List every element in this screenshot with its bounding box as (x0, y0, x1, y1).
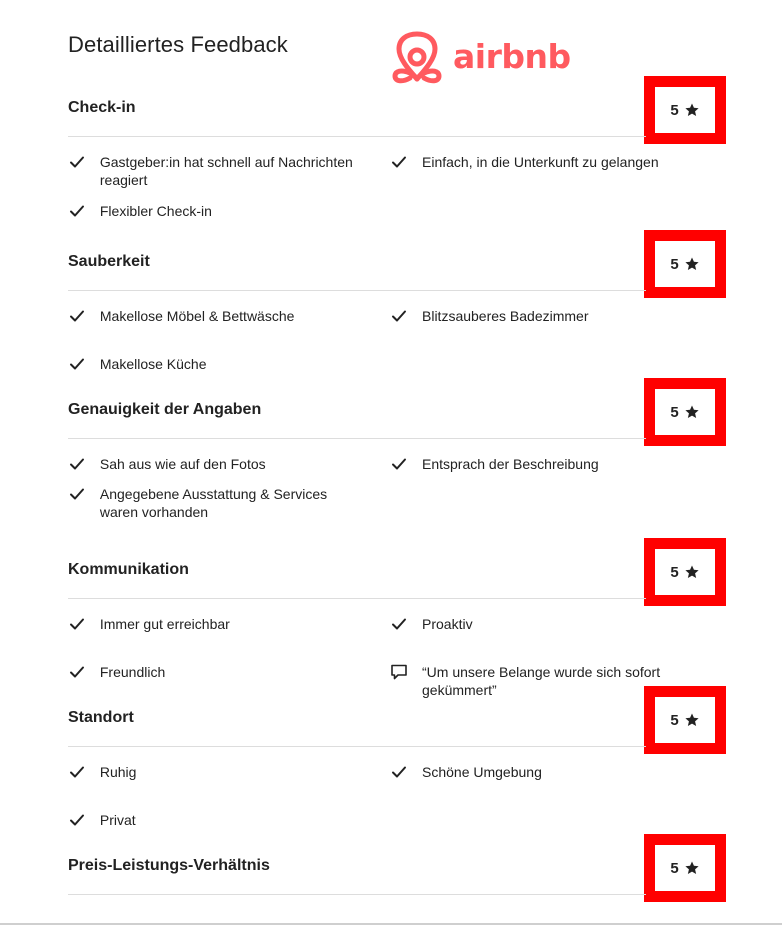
section-title: Kommunikation (68, 561, 189, 578)
page-title: Detailliertes Feedback (68, 32, 288, 57)
feedback-item-label: Sah aus wie auf den Fotos (99, 456, 266, 472)
star-icon (684, 256, 700, 272)
section-header (68, 378, 726, 446)
airbnb-wordmark: airbnb (453, 36, 571, 76)
rating-badge[interactable] (644, 76, 726, 144)
feedback-item (390, 763, 720, 781)
check-icon (68, 202, 86, 220)
feedback-item (390, 455, 720, 473)
section-title: Genauigkeit der Angaben (68, 401, 262, 418)
check-icon (390, 615, 408, 633)
rating-value: 5 (670, 101, 679, 119)
feedback-item-label: Privat (99, 812, 136, 828)
feedback-item-label: Blitzsauberes Badezimmer (422, 308, 589, 324)
feedback-item (390, 307, 720, 325)
feedback-item-label: Ruhig (99, 764, 137, 780)
feedback-item (68, 663, 368, 681)
feedback-item (68, 455, 368, 473)
bottom-border (0, 923, 782, 925)
check-icon (390, 455, 408, 473)
section-divider (68, 136, 646, 137)
rating-value: 5 (670, 859, 679, 877)
section-divider (68, 438, 646, 439)
check-icon (68, 307, 86, 325)
feedback-item (68, 153, 368, 189)
section-title: Check-in (68, 99, 136, 116)
feedback-item (68, 202, 368, 220)
rating-badge[interactable] (644, 538, 726, 606)
feedback-item (68, 485, 368, 521)
section-header (68, 230, 726, 298)
check-icon (68, 811, 86, 829)
feedback-item-label: Einfach, in die Unterkunft zu gelangen (422, 154, 659, 170)
star-icon (684, 712, 700, 728)
check-icon (68, 153, 86, 171)
feedback-item (390, 153, 720, 171)
feedback-item (68, 763, 368, 781)
feedback-item (68, 615, 368, 633)
feedback-item-label: Flexibler Check-in (99, 203, 212, 219)
feedback-item-label: Gastgeber:in hat schnell auf Nachrichten reagiert (99, 154, 353, 188)
section-divider (68, 290, 646, 291)
section-divider (68, 598, 646, 599)
check-icon (68, 355, 86, 373)
rating-badge[interactable] (644, 378, 726, 446)
star-icon (684, 404, 700, 420)
feedback-item-label: Makellose Möbel & Bettwäsche (99, 308, 295, 324)
feedback-item (68, 307, 368, 325)
comment-icon (390, 663, 408, 681)
section-header (68, 834, 726, 902)
section-header (68, 686, 726, 754)
rating-badge[interactable] (644, 834, 726, 902)
feedback-item-label: Angegebene Ausstattung & Services waren vorhanden (99, 486, 328, 520)
rating-value: 5 (670, 255, 679, 273)
section-title: Standort (68, 709, 134, 726)
feedback-item (68, 811, 368, 829)
star-icon (684, 564, 700, 580)
feedback-item-label: Immer gut erreichbar (99, 616, 230, 632)
check-icon (68, 663, 86, 681)
check-icon (68, 455, 86, 473)
rating-value: 5 (670, 711, 679, 729)
section-title: Preis-Leistungs-Verhältnis (68, 857, 270, 874)
rating-badge[interactable] (644, 230, 726, 298)
section-header (68, 538, 726, 606)
star-icon (684, 860, 700, 876)
section-title: Sauberkeit (68, 253, 150, 270)
feedback-item-label: Proaktiv (422, 616, 473, 632)
check-icon (390, 763, 408, 781)
check-icon (390, 307, 408, 325)
feedback-item-label: Schöne Umgebung (422, 764, 542, 780)
feedback-item (390, 615, 720, 633)
section-divider (68, 746, 646, 747)
rating-badge[interactable] (644, 686, 726, 754)
section-divider (68, 894, 646, 895)
feedback-item-label: “Um unsere Belange wurde sich sofort gekümmert” (422, 664, 661, 698)
feedback-item-label: Freundlich (99, 664, 166, 680)
feedback-item-label: Makellose Küche (99, 356, 207, 372)
feedback-item (68, 355, 368, 373)
check-icon (68, 763, 86, 781)
feedback-item-label: Entsprach der Beschreibung (422, 456, 599, 472)
check-icon (68, 485, 86, 503)
rating-value: 5 (670, 403, 679, 421)
rating-value: 5 (670, 563, 679, 581)
section-header (68, 76, 726, 144)
star-icon (684, 102, 700, 118)
check-icon (390, 153, 408, 171)
check-icon (68, 615, 86, 633)
